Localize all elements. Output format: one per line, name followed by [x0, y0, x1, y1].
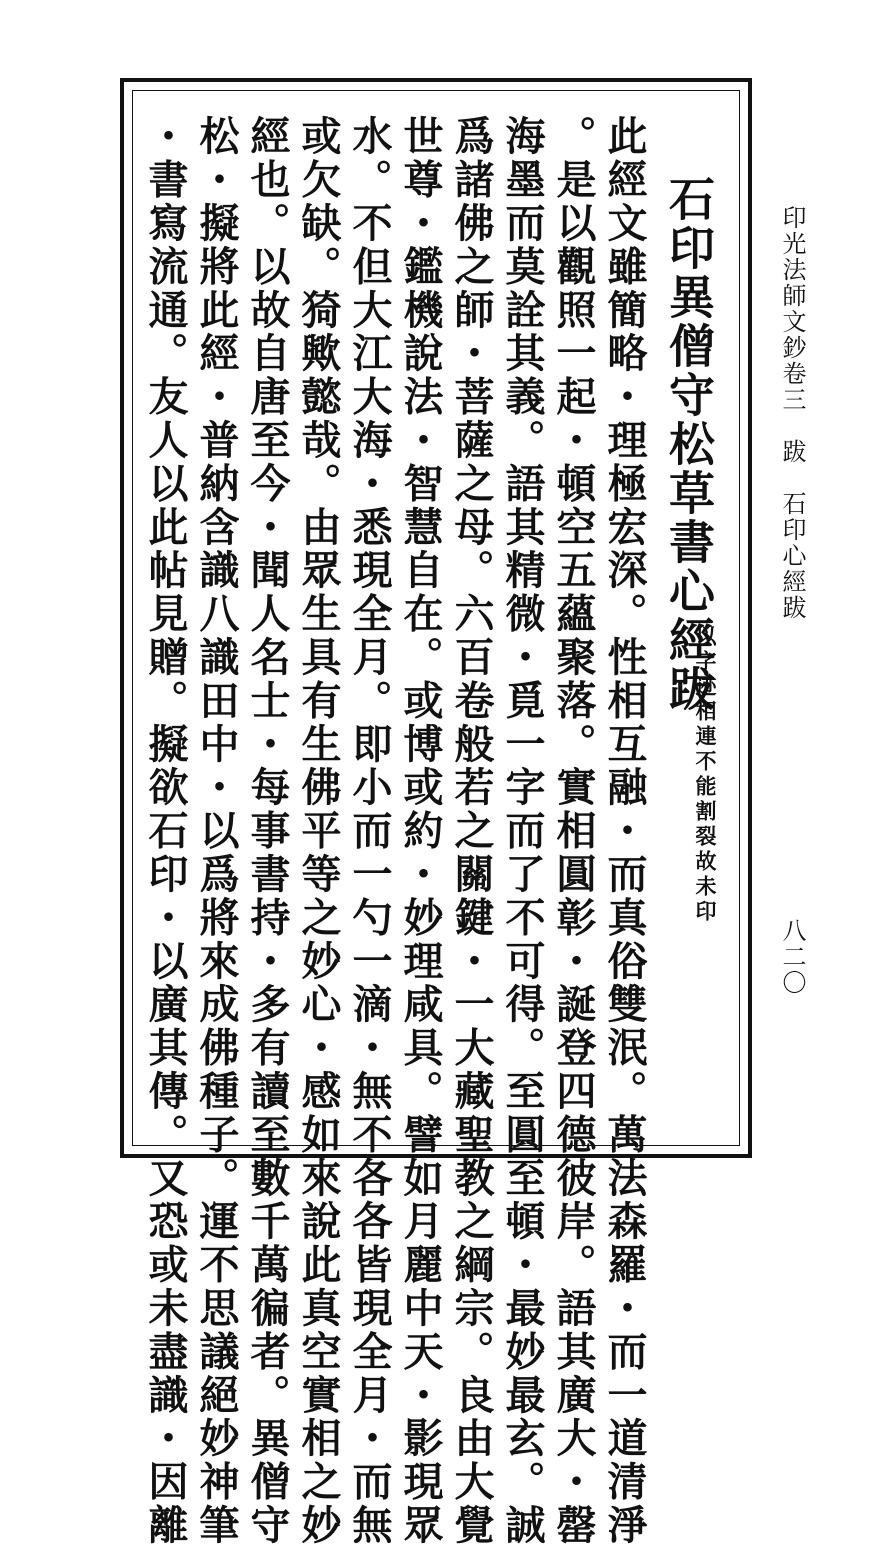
- body-column-2: 。是以觀照一起・頓空五蘊聚落。實相圓彰・誕登四德彼岸。語其廣大・罄: [550, 115, 597, 1547]
- body-column-6: 水。不但大江大海・悉現全月。即小而一勺一滴・無不各各皆現全月・而無: [346, 115, 393, 1547]
- body-column-5: 世尊・鑑機說法・智慧自在。或博或約・妙理咸具。譬如月麗中天・影現眾: [397, 115, 444, 1547]
- title-note: 以字迹相連不能割裂故未印: [693, 625, 718, 925]
- body-column-4: 爲諸佛之師・菩薩之母。六百卷般若之關鍵・一大藏聖教之綱宗。良由大覺: [448, 115, 495, 1547]
- body-column-10: ・書寫流通。友人以此帖見贈。擬欲石印・以廣其傳。又恐或未盡識・因離: [142, 115, 189, 1547]
- running-title: 印光法師文鈔卷三 跋 石印心經跋: [778, 205, 806, 621]
- body-column-3: 海墨而莫詮其義。語其精微・覓一字而了不可得。至圓至頓・最妙最玄。誠: [499, 115, 546, 1547]
- body-column-8: 經也。以故自唐至今・聞人名士・每事書持・多有讀至數千萬徧者。異僧守: [244, 115, 291, 1547]
- article-title: 石印異僧守松草書心經跋: [662, 175, 716, 714]
- page-number: 八二〇: [778, 918, 806, 996]
- body-column-9: 松・擬將此經・普納含識八識田中・以爲將來成佛種子。運不思議絕妙神筆: [193, 115, 240, 1547]
- body-column-7: 或欠缺。猗歟懿哉。由眾生具有生佛平等之妙心・感如來說此真空實相之妙: [295, 115, 342, 1547]
- body-column-1: 此經文雖簡略・理極宏深。性相互融・而真俗雙泯。萬法森羅・而一道清淨: [601, 115, 648, 1547]
